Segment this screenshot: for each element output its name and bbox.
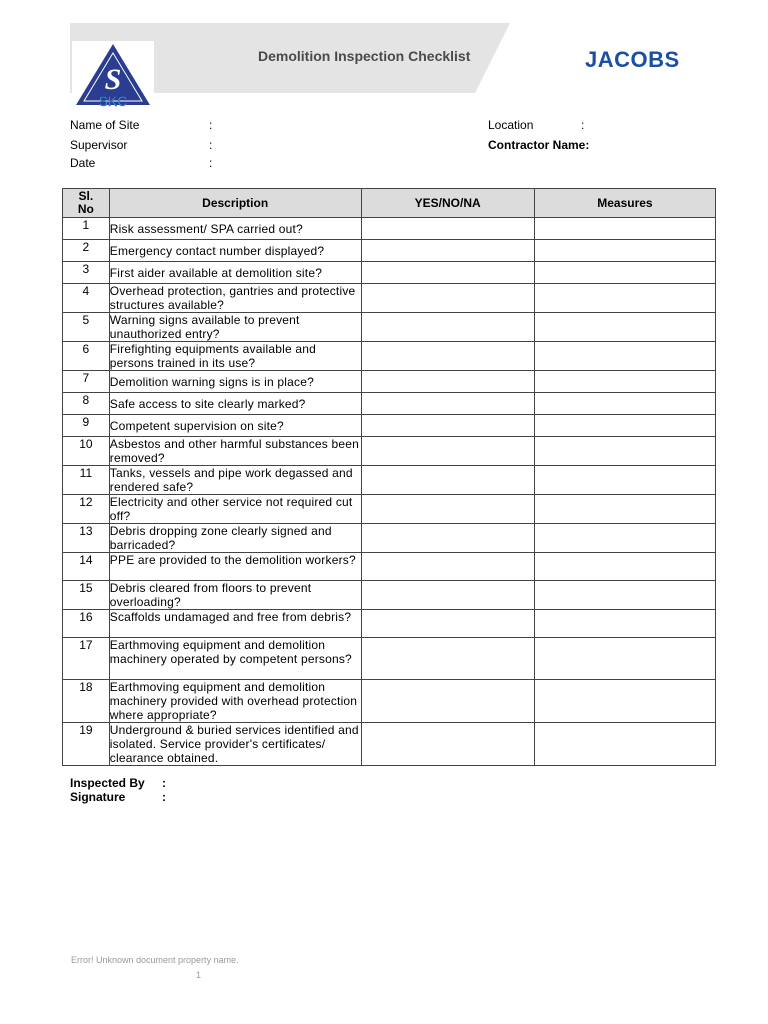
jacobs-logo: JACOBS bbox=[585, 47, 680, 72]
row-number: 13 bbox=[63, 524, 110, 553]
yes-no-na-cell[interactable] bbox=[361, 313, 534, 342]
table-row bbox=[63, 240, 716, 262]
measures-cell[interactable] bbox=[534, 524, 715, 553]
measures-cell[interactable] bbox=[534, 313, 715, 342]
row-number: 7 bbox=[63, 371, 110, 393]
supervisor-label: Supervisor bbox=[70, 138, 128, 152]
skc-logo bbox=[72, 41, 154, 111]
table-row bbox=[63, 638, 716, 680]
row-number: 15 bbox=[63, 581, 110, 610]
measures-cell[interactable] bbox=[534, 240, 715, 262]
measures-cell[interactable] bbox=[534, 610, 715, 638]
row-number: 14 bbox=[63, 553, 110, 581]
row-description: Tanks, vessels and pipe work degassed and rendered safe? bbox=[109, 466, 361, 495]
yes-no-na-cell[interactable] bbox=[361, 553, 534, 581]
page-number: 1 bbox=[196, 970, 202, 980]
measures-cell[interactable] bbox=[534, 680, 715, 723]
row-number: 19 bbox=[63, 723, 110, 766]
col-header-yes-no-na: YES/NO/NA bbox=[361, 189, 534, 218]
signature-colon: : bbox=[162, 790, 166, 804]
table-row bbox=[63, 581, 716, 610]
row-description: Risk assessment/ SPA carried out? bbox=[109, 218, 361, 240]
inspected-by-label: Inspected By bbox=[70, 776, 145, 790]
yes-no-na-cell[interactable] bbox=[361, 466, 534, 495]
measures-cell[interactable] bbox=[534, 342, 715, 371]
measures-cell[interactable] bbox=[534, 581, 715, 610]
row-number: 18 bbox=[63, 680, 110, 723]
yes-no-na-cell[interactable] bbox=[361, 240, 534, 262]
measures-cell[interactable] bbox=[534, 723, 715, 766]
signature-label: Signature bbox=[70, 790, 126, 804]
measures-cell[interactable] bbox=[534, 415, 715, 437]
row-description: Firefighting equipments available and persons trained in its use? bbox=[109, 342, 361, 371]
page-title: Demolition Inspection Checklist bbox=[258, 48, 471, 64]
table-row bbox=[63, 313, 716, 342]
row-number: 1 bbox=[63, 218, 110, 240]
row-description: Competent supervision on site? bbox=[109, 415, 361, 437]
inspected-by-colon: : bbox=[162, 776, 166, 790]
row-number: 2 bbox=[63, 240, 110, 262]
row-number: 9 bbox=[63, 415, 110, 437]
table-row bbox=[63, 371, 716, 393]
table-header-row bbox=[63, 189, 716, 218]
table-row bbox=[63, 218, 716, 240]
yes-no-na-cell[interactable] bbox=[361, 610, 534, 638]
name-of-site-colon: : bbox=[209, 118, 213, 132]
yes-no-na-cell[interactable] bbox=[361, 371, 534, 393]
name-of-site-label: Name of Site bbox=[70, 118, 140, 132]
table-row bbox=[63, 466, 716, 495]
yes-no-na-cell[interactable] bbox=[361, 495, 534, 524]
row-description: Emergency contact number displayed? bbox=[109, 240, 361, 262]
row-number: 6 bbox=[63, 342, 110, 371]
measures-cell[interactable] bbox=[534, 371, 715, 393]
table-row bbox=[63, 680, 716, 723]
row-number: 17 bbox=[63, 638, 110, 680]
row-description: Debris cleared from floors to prevent overloading? bbox=[109, 581, 361, 610]
table-row bbox=[63, 262, 716, 284]
table-row bbox=[63, 284, 716, 313]
yes-no-na-cell[interactable] bbox=[361, 284, 534, 313]
row-description: Warning signs available to prevent unauthorized entry? bbox=[109, 313, 361, 342]
measures-cell[interactable] bbox=[534, 262, 715, 284]
document-property-error: Error! Unknown document property name. bbox=[71, 955, 239, 965]
row-description: Scaffolds undamaged and free from debris? bbox=[109, 610, 361, 638]
row-number: 8 bbox=[63, 393, 110, 415]
measures-cell[interactable] bbox=[534, 495, 715, 524]
measures-cell[interactable] bbox=[534, 284, 715, 313]
yes-no-na-cell[interactable] bbox=[361, 218, 534, 240]
table-row bbox=[63, 553, 716, 581]
yes-no-na-cell[interactable] bbox=[361, 262, 534, 284]
table-row bbox=[63, 415, 716, 437]
col-header-no: Sl. No bbox=[63, 189, 110, 218]
measures-cell[interactable] bbox=[534, 638, 715, 680]
yes-no-na-cell[interactable] bbox=[361, 393, 534, 415]
row-description: Asbestos and other harmful substances been removed? bbox=[109, 437, 361, 466]
row-number: 10 bbox=[63, 437, 110, 466]
measures-cell[interactable] bbox=[534, 466, 715, 495]
location-colon: : bbox=[581, 118, 585, 132]
yes-no-na-cell[interactable] bbox=[361, 581, 534, 610]
col-header-description: Description bbox=[109, 189, 361, 218]
row-number: 3 bbox=[63, 262, 110, 284]
yes-no-na-cell[interactable] bbox=[361, 415, 534, 437]
measures-cell[interactable] bbox=[534, 553, 715, 581]
row-description: Electricity and other service not required cut off? bbox=[109, 495, 361, 524]
row-description: Overhead protection, gantries and protective structures available? bbox=[109, 284, 361, 313]
measures-cell[interactable] bbox=[534, 218, 715, 240]
date-label: Date bbox=[70, 156, 96, 170]
col-header-measures: Measures bbox=[534, 189, 715, 218]
yes-no-na-cell[interactable] bbox=[361, 638, 534, 680]
table-row bbox=[63, 437, 716, 466]
yes-no-na-cell[interactable] bbox=[361, 524, 534, 553]
row-description: PPE are provided to the demolition workers? bbox=[109, 553, 361, 581]
row-description: Safe access to site clearly marked? bbox=[109, 393, 361, 415]
yes-no-na-cell[interactable] bbox=[361, 680, 534, 723]
yes-no-na-cell[interactable] bbox=[361, 723, 534, 766]
yes-no-na-cell[interactable] bbox=[361, 342, 534, 371]
skc-logo-text: SKC bbox=[98, 93, 128, 109]
row-description: Earthmoving equipment and demolition machinery operated by competent persons? bbox=[109, 638, 361, 680]
row-number: 5 bbox=[63, 313, 110, 342]
row-description: Underground & buried services identified and isolated. Service provider's certificates/ clearance obtained. bbox=[109, 723, 361, 766]
measures-cell[interactable] bbox=[534, 437, 715, 466]
measures-cell[interactable] bbox=[534, 393, 715, 415]
svg-text:S: S bbox=[104, 63, 122, 96]
supervisor-colon: : bbox=[209, 138, 213, 152]
location-label: Location bbox=[488, 118, 534, 132]
table-row bbox=[63, 393, 716, 415]
row-number: 4 bbox=[63, 284, 110, 313]
yes-no-na-cell[interactable] bbox=[361, 437, 534, 466]
table-row bbox=[63, 610, 716, 638]
table-row bbox=[63, 723, 716, 766]
row-description: First aider available at demolition site? bbox=[109, 262, 361, 284]
row-description: Earthmoving equipment and demolition machinery provided with overhead protection where appropriate? bbox=[109, 680, 361, 723]
date-colon: : bbox=[209, 156, 213, 170]
row-number: 11 bbox=[63, 466, 110, 495]
table-row bbox=[63, 342, 716, 371]
row-description: Demolition warning signs is in place? bbox=[109, 371, 361, 393]
table-row bbox=[63, 495, 716, 524]
checklist-table bbox=[62, 188, 716, 766]
table-row bbox=[63, 524, 716, 553]
row-description: Debris dropping zone clearly signed and barricaded? bbox=[109, 524, 361, 553]
row-number: 16 bbox=[63, 610, 110, 638]
contractor-name-label: Contractor Name: bbox=[488, 138, 590, 152]
row-number: 12 bbox=[63, 495, 110, 524]
